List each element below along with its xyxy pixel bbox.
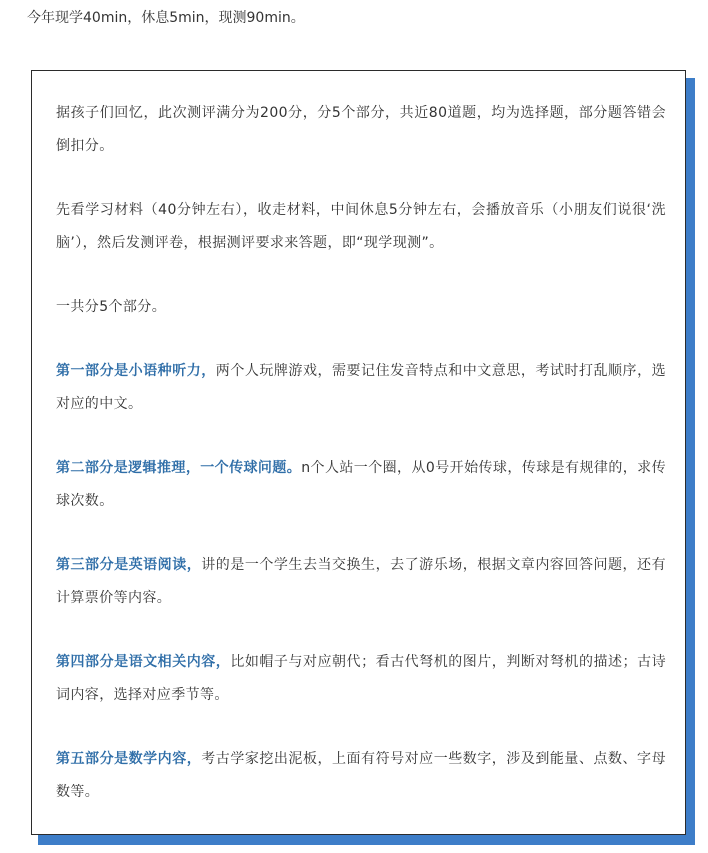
- paragraph-text: 一共分5个部分。: [56, 299, 167, 315]
- part-heading: 第三部分是英语阅读，: [56, 557, 202, 573]
- paragraph-part-1: [56, 355, 666, 421]
- intro-line: 今年现学40min，休息5min，现测90min。: [27, 10, 305, 26]
- part-heading: 第五部分是数学内容，: [56, 751, 202, 767]
- paragraph-part-2: [56, 452, 666, 518]
- paragraph-text: n个人站一个圈，从0号开始传球，传球是有规律的，求传球次数。: [56, 460, 666, 509]
- paragraph-part-4: [56, 646, 666, 712]
- paragraph-text: 据孩子们回忆，此次测评满分为200分，分5个部分，共近80道题，均为选择题，部分题答错会倒扣分。: [56, 105, 666, 154]
- paragraph-text: 考古学家挖出泥板，上面有符号对应一些数字，涉及到能量、点数、字母数等。: [56, 751, 666, 800]
- card-body: [56, 97, 666, 809]
- paragraph-text: 讲的是一个学生去当交换生，去了游乐场，根据文章内容回答问题，还有计算票价等内容。: [56, 557, 666, 606]
- paragraph-part-5: [56, 743, 666, 809]
- part-heading: 第四部分是语文相关内容，: [56, 654, 231, 670]
- content-card: [31, 70, 686, 835]
- paragraph-parts-count: [56, 291, 666, 324]
- paragraph-part-3: [56, 549, 666, 615]
- paragraph-text: 两个人玩牌游戏，需要记住发音特点和中文意思，考试时打乱顺序，选对应的中文。: [56, 363, 666, 412]
- paragraph-text: 先看学习材料（40分钟左右），收走材料，中间休息5分钟左右，会播放音乐（小朋友们说很‘洗脑’），然后发测评卷，根据测评要求来答题，即“现学现测”。: [56, 202, 666, 251]
- paragraph-overview: [56, 97, 666, 163]
- paragraph-text: 比如帽子与对应朝代；看古代弩机的图片，判断对弩机的描述；古诗词内容，选择对应季节等。: [56, 654, 666, 703]
- part-heading: 第二部分是逻辑推理，一个传球问题。: [56, 460, 302, 476]
- part-heading: 第一部分是小语种听力，: [56, 363, 216, 379]
- paragraph-procedure: [56, 194, 666, 260]
